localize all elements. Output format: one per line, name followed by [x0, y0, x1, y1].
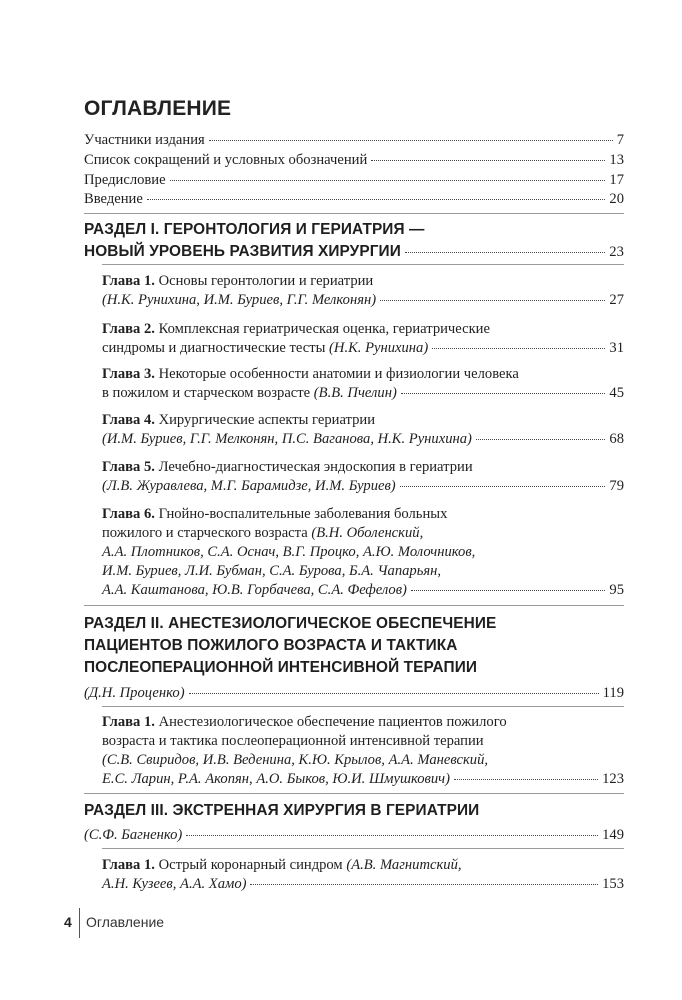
dot-leader — [371, 160, 605, 161]
chapter-authors: Е.С. Ларин, Р.А. Акопян, А.О. Быков, Ю.И. Шмушкович) — [102, 771, 451, 787]
dot-leader — [189, 693, 599, 694]
entry-page: 17 — [609, 172, 624, 188]
toc-entry[interactable] — [84, 190, 624, 208]
chapter-page: 45 — [609, 385, 624, 401]
entry-title: Введение — [84, 191, 143, 207]
toc-entry[interactable] — [84, 131, 624, 149]
chapter-entry-cont[interactable] — [102, 562, 624, 580]
section-entry[interactable] — [84, 684, 624, 702]
dot-leader — [170, 180, 606, 181]
chapter-entry-authors[interactable] — [102, 770, 624, 788]
chapter-entry-cont[interactable] — [102, 384, 624, 402]
entry-title: Список сокращений и условных обозначений — [84, 152, 368, 168]
toc-entry[interactable] — [84, 151, 624, 169]
section-page: 119 — [602, 685, 624, 701]
chapter-entry-cont[interactable] — [102, 339, 624, 357]
chapter-authors: (А.В. Магнитский, — [346, 857, 462, 873]
dot-leader — [405, 252, 605, 253]
chapter-page: 27 — [609, 292, 624, 308]
chapter-page: 31 — [609, 340, 624, 356]
chapter-entry[interactable] — [102, 505, 624, 523]
chapter-title: Лечебно-диагностическая эндоскопия в гериатрии — [158, 459, 473, 475]
section-title[interactable]: РАЗДЕЛ II. АНЕСТЕЗИОЛОГИЧЕСКОЕ ОБЕСПЕЧЕНИЕ — [84, 615, 497, 632]
chapter-page: 123 — [602, 771, 624, 787]
chapter-label: Глава 2. — [102, 321, 155, 337]
dot-leader — [209, 140, 613, 141]
section-editor: (С.Ф. Багненко) — [84, 827, 183, 843]
chapter-entry-authors[interactable] — [102, 291, 624, 309]
entry-page: 20 — [609, 191, 624, 207]
chapter-entry[interactable] — [102, 458, 624, 476]
chapter-entry-cont[interactable] — [102, 732, 624, 750]
footer-divider — [79, 908, 80, 938]
chapter-entry-cont[interactable] — [102, 524, 624, 542]
chapter-authors: А.А. Плотников, С.А. Оснач, В.Г. Процко, А.Ю. Молочников, — [102, 544, 476, 560]
chapter-label: Глава 3. — [102, 366, 155, 382]
page-number: 4 — [64, 914, 72, 930]
chapter-title: возраста и тактика послеоперационной интенсивной терапии — [102, 733, 484, 749]
chapter-authors: (Н.К. Рунихина, И.М. Буриев, Г.Г. Мелконян) — [102, 292, 377, 308]
chapter-title: Основы геронтологии и гериатрии — [158, 273, 374, 289]
chapter-label: Глава 6. — [102, 506, 155, 522]
chapter-authors: А.Н. Кузеев, А.А. Хамо) — [102, 876, 247, 892]
section-title-line: НОВЫЙ УРОВЕНЬ РАЗВИТИЯ ХИРУРГИИ — [84, 243, 401, 260]
running-title: Оглавление — [86, 914, 165, 930]
chapter-page: 79 — [609, 478, 624, 494]
chapter-entry-authors[interactable] — [102, 430, 624, 448]
chapter-entry[interactable] — [102, 365, 624, 383]
chapter-page: 153 — [602, 876, 624, 892]
chapter-page: 68 — [609, 431, 624, 447]
chapter-title: синдромы и диагностические тесты — [102, 340, 326, 356]
chapter-authors: А.А. Каштанова, Ю.В. Горбачева, С.А. Фефелов) — [102, 582, 407, 598]
chapter-entry-authors[interactable] — [102, 875, 624, 893]
dot-leader — [476, 439, 606, 440]
section-title[interactable]: РАЗДЕЛ III. ЭКСТРЕННАЯ ХИРУРГИЯ В ГЕРИАТРИИ — [84, 802, 480, 819]
divider — [102, 264, 624, 265]
section-page: 149 — [602, 827, 624, 843]
chapter-authors: (И.М. Буриев, Г.Г. Мелконян, П.С. Ваганова, Н.К. Рунихина) — [102, 431, 472, 447]
dot-leader — [454, 779, 598, 780]
section-title[interactable]: РАЗДЕЛ I. ГЕРОНТОЛОГИЯ И ГЕРИАТРИЯ — — [84, 221, 425, 238]
dot-leader — [186, 835, 598, 836]
dot-leader — [400, 486, 606, 487]
entry-page: 13 — [609, 152, 624, 168]
chapter-label: Глава 5. — [102, 459, 155, 475]
chapter-entry[interactable] — [102, 713, 624, 731]
dot-leader — [147, 199, 606, 200]
chapter-entry[interactable] — [102, 272, 624, 290]
chapter-authors: (В.В. Пчелин) — [313, 385, 397, 401]
chapter-entry-cont[interactable] — [102, 543, 624, 561]
divider — [84, 213, 624, 214]
entry-page: 7 — [616, 132, 624, 148]
section-entry[interactable] — [84, 242, 624, 262]
chapter-title: Анестезиологическое обеспечение пациентов пожилого — [158, 714, 507, 730]
chapter-title: пожилого и старческого возраста — [102, 525, 308, 541]
chapter-page: 95 — [609, 582, 624, 598]
dot-leader — [380, 300, 605, 301]
toc-entry[interactable] — [84, 171, 624, 189]
chapter-label: Глава 1. — [102, 273, 155, 289]
chapter-title: Хирургические аспекты гериатрии — [158, 412, 376, 428]
section-entry[interactable] — [84, 826, 624, 844]
chapter-entry-authors[interactable] — [102, 477, 624, 495]
dot-leader — [411, 590, 606, 591]
chapter-title: Острый коронарный синдром — [158, 857, 343, 873]
chapter-entry[interactable] — [102, 411, 624, 429]
section-editor: (Д.Н. Проценко) — [84, 685, 185, 701]
divider — [102, 848, 624, 849]
divider — [84, 793, 624, 794]
divider — [84, 605, 624, 606]
chapter-entry-authors[interactable] — [102, 581, 624, 599]
chapter-authors: (Л.В. Журавлева, М.Г. Барамидзе, И.М. Буриев) — [102, 478, 396, 494]
chapter-entry[interactable] — [102, 320, 624, 338]
chapter-entry[interactable] — [102, 856, 624, 874]
dot-leader — [432, 348, 605, 349]
chapter-title: Некоторые особенности анатомии и физиологии человека — [158, 366, 519, 382]
divider — [102, 706, 624, 707]
dot-leader — [250, 884, 598, 885]
chapter-label: Глава 1. — [102, 857, 155, 873]
dot-leader — [401, 393, 606, 394]
chapter-authors: (С.В. Свиридов, И.В. Веденина, К.Ю. Крылов, А.А. Маневский, — [102, 752, 489, 768]
toc-heading: ОГЛАВЛЕНИЕ — [84, 97, 232, 120]
chapter-entry-cont[interactable] — [102, 751, 624, 769]
chapter-authors: И.М. Буриев, Л.И. Бубман, С.А. Бурова, Б.А. Чапарьян, — [102, 563, 442, 579]
section-title[interactable]: ПАЦИЕНТОВ ПОЖИЛОГО ВОЗРАСТА И ТАКТИКА — [84, 637, 458, 654]
section-title[interactable]: ПОСЛЕОПЕРАЦИОННОЙ ИНТЕНСИВНОЙ ТЕРАПИИ — [84, 659, 478, 676]
entry-title: Предисловие — [84, 172, 166, 188]
chapter-authors: (Н.К. Рунихина) — [329, 340, 429, 356]
chapter-title: Гнойно-воспалительные заболевания больных — [158, 506, 448, 522]
chapter-authors: (В.Н. Оболенский, — [311, 525, 424, 541]
chapter-label: Глава 4. — [102, 412, 155, 428]
entry-title: Участники издания — [84, 132, 205, 148]
chapter-label: Глава 1. — [102, 714, 155, 730]
chapter-title: в пожилом и старческом возрасте — [102, 385, 311, 401]
section-page: 23 — [609, 244, 624, 260]
chapter-title: Комплексная гериатрическая оценка, гериатрические — [158, 321, 490, 337]
